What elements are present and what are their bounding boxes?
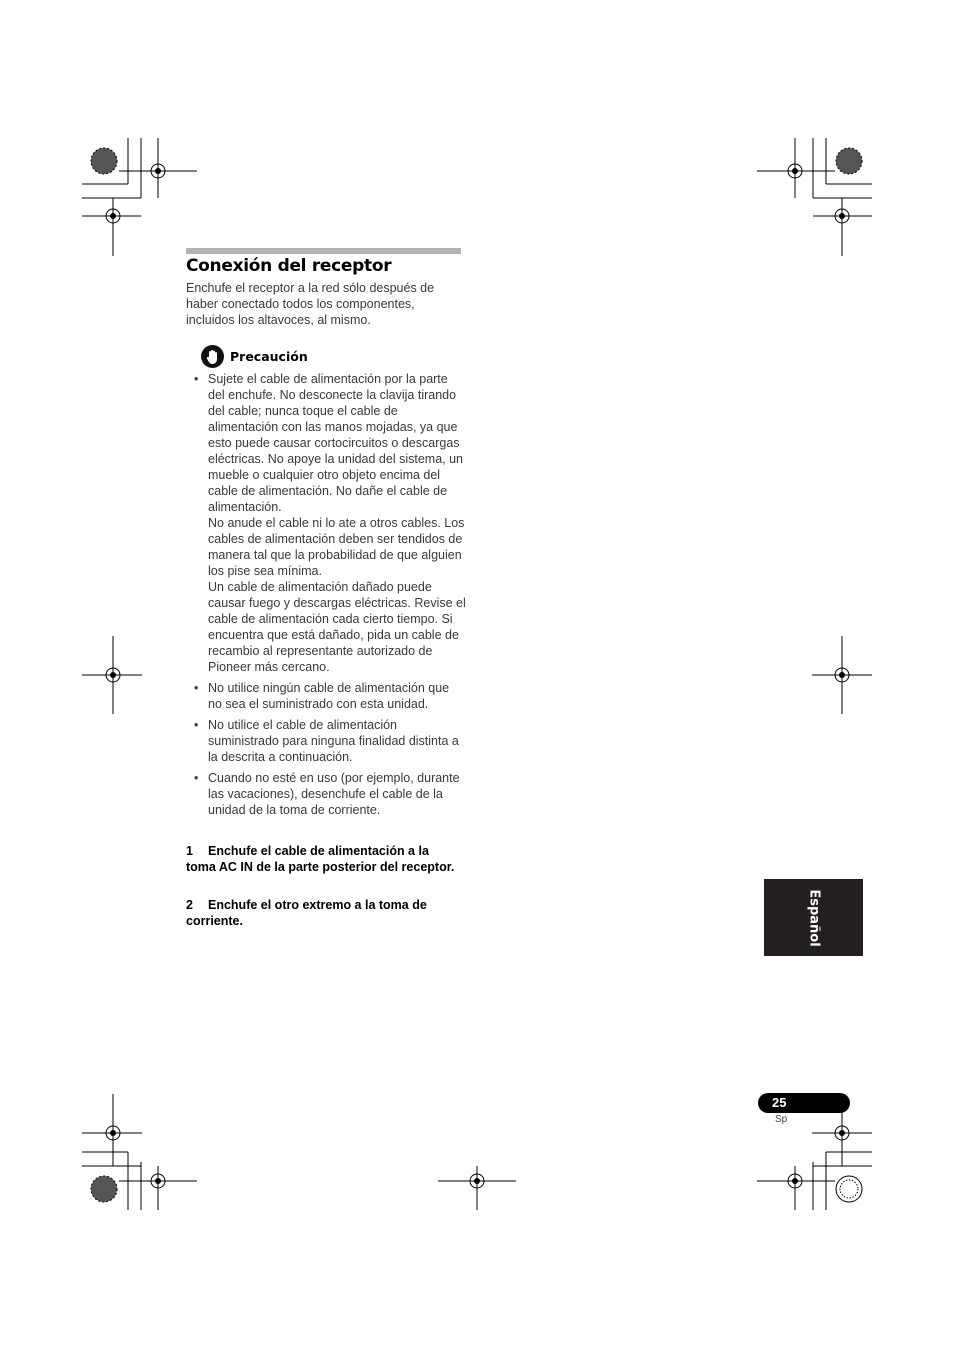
step-text: Enchufe el cable de alimentación a la toma AC IN de la parte posterior del receptor. bbox=[186, 844, 455, 874]
step-number: 1 bbox=[186, 844, 193, 858]
language-tab-label: Español bbox=[806, 888, 821, 947]
list-item bbox=[186, 770, 466, 818]
caution-item-1-paragraph-3: Un cable de alimentación dañado puede causar fuego y descargas eléctricas. Revise el cable de alimentación cada cierto tiempo. Si encuentra que está dañado, pida un cable de recambio al representante autorizado de Pioneer más cercano. bbox=[208, 580, 466, 674]
caution-item-4-text: • Cuando no esté en uso (por ejemplo, durante las vacaciones), desenchufe el cable de la unidad de la toma de corriente. bbox=[208, 771, 460, 817]
caution-item-3-text: • No utilice el cable de alimentación suministrado para ninguna finalidad distinta a la descrita a continuación. bbox=[208, 718, 459, 764]
step-text: Enchufe el otro extremo a la toma de corriente. bbox=[186, 898, 427, 928]
list-item bbox=[186, 371, 466, 675]
step-1 bbox=[186, 843, 461, 875]
intro-paragraph: Enchufe el receptor a la red sólo después de haber conectado todos los componentes, incluidos los altavoces, al mismo. bbox=[186, 281, 435, 327]
section-title: Conexión del receptor bbox=[186, 256, 392, 276]
caution-list bbox=[186, 371, 466, 823]
caution-item-2-text: • No utilice ningún cable de alimentación que no sea el suministrado con esta unidad. bbox=[208, 681, 450, 711]
step-number: 2 bbox=[186, 898, 193, 912]
language-tab bbox=[764, 879, 863, 956]
list-item bbox=[186, 717, 466, 765]
page-number: 25 bbox=[772, 1095, 787, 1110]
caution-heading bbox=[201, 345, 308, 368]
caution-item-1-paragraph-2: No anude el cable ni lo ate a otros cables. Los cables de alimentación deben ser tendidos de manera tal que la probabilidad de que alguien los pise sea mínima. bbox=[208, 516, 465, 578]
caution-hand-icon bbox=[201, 345, 224, 368]
step-2 bbox=[186, 897, 461, 929]
caution-label: Precaución bbox=[230, 349, 308, 364]
page-number-badge bbox=[758, 1093, 850, 1113]
caution-item-1-paragraph-1: • Sujete el cable de alimentación por la parte del enchufe. No desconecte la clavija tirando del cable; nunca toque el cable de alimentación con las manos mojadas, ya que esto puede causar cortocircuitos o descargas eléctricas. No apoye la unidad del sistema, un mueble o cualquier otro objeto encima del cable de alimentación. No dañe el cable de alimentación. bbox=[208, 372, 464, 514]
section-bar bbox=[186, 248, 461, 254]
page-language-code: Sp bbox=[775, 1114, 788, 1125]
list-item bbox=[186, 680, 466, 712]
